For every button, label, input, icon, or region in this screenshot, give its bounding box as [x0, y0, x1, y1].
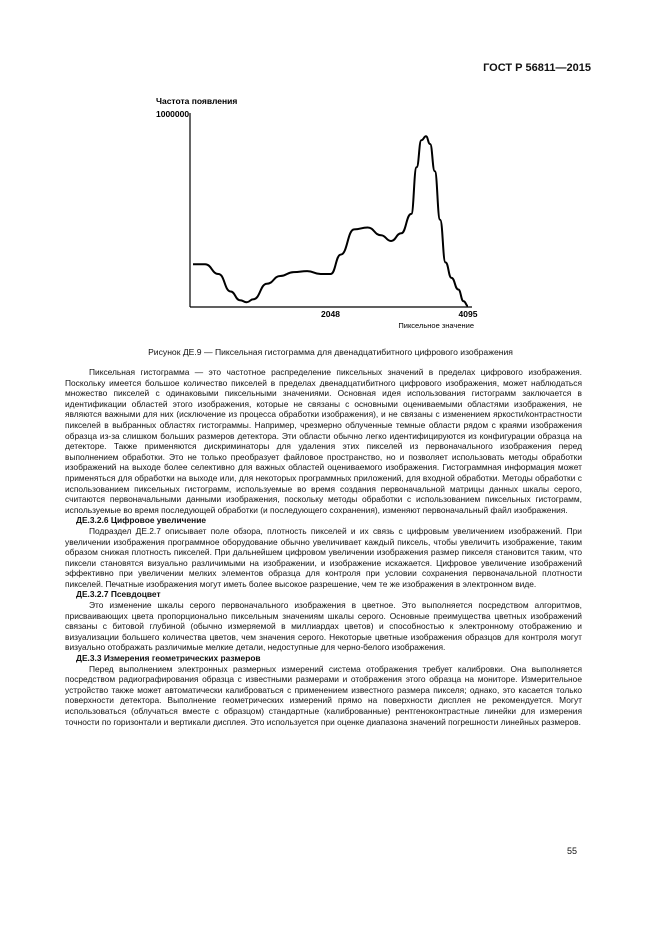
histogram-curve: [193, 136, 468, 306]
document-body: [65, 367, 582, 727]
section-heading-geometric-measurements: ДЕ.3.3 Измерения геометрических размеров: [76, 653, 261, 664]
paragraph-histogram: Пиксельная гистограмма — это частотное распределение пиксельных значений в пределах цифрового изображения. Поскольку имеется большое количество пикселей в пределах двенадцатибитного цифрового изображения, может наблюдаться множество пикселей с одинаковыми пиксельными значениями. Основная идея использования гистограмм заключается в идентификации областей этого изображения, которые не связаны с основными оцениваемыми областями изображения, не являются важными для них (исключение из процесса обработки изображения), и не связаны с изменением яркости/контрастности пикселей в выбранных областях гистограммы. Например, чрезмерно облученные темные области рядом с краями изображения образца из-за слишком больших размеров детектора. Эти области обычно легко идентифицируются из конфигурации образца на детекторе. Также применяются дискриминаторы для удаления этих пикселей из первоначального изображения перед выполнением обработки. Это не только преобразует файловое пространство, но и позволяет использовать методы обработки изображений на выходе более селективно для важных областей оцениваемого изображения. Гистограммная информация может применяться для обработки на выходе или, для некоторых программных приложений, для входной обработки. Методы обработки с использованием пиксельных гистограмм, используемые во время создания первоначальной матрицы данных шкалы серого, считаются первоначальными данными изображения, поскольку методы обработки с использованием пиксельных гистограмм, используемые во время последующей обработки (и последующего сохранения), изменяют первоначальный файл изображения.: [65, 367, 582, 515]
section-heading-pseudocolor: ДЕ.3.2.7 Псевдоцвет: [76, 589, 161, 600]
x-axis-label: Пиксельное значение: [398, 321, 474, 330]
page-number: 55: [566, 846, 577, 856]
histogram-chart: [150, 92, 480, 337]
x-tick-label-4095: 4095: [458, 309, 478, 319]
y-axis-max-label: 1000000: [156, 109, 190, 119]
paragraph-geometric-measurements: Перед выполнением электронных размерных измерений система отображения требует калибровки. Она выполняется посредством радиографирования образца с известными размерами и отображения этого образца на мониторе. Измерительное устройство также может автоматически калиброваться с применением известного размера пикселя; однако, это касается только поверхности детектора. Выполнение геометрических измерений прямо на поверхности дисплея не рекомендуется. Могут использоваться (облучаться вместе с образцом) стандартные (калиброванные) рентгеноконтрастные линейки для измерения точности по горизонтали и вертикали дисплея. Это используется при оценке диапазона значений погрешности линейных размеров.: [65, 663, 582, 727]
figure-caption: Рисунок ДЕ.9 — Пиксельная гистограмма для двенадцатибитного цифрового изображения: [148, 347, 513, 357]
section-heading-digital-zoom: ДЕ.3.2.6 Цифровое увеличение: [76, 515, 207, 526]
x-tick-label-2048: 2048: [321, 309, 340, 319]
document-id: ГОСТ Р 56811—2015: [483, 62, 591, 74]
y-axis-label: Частота появления: [156, 96, 238, 106]
paragraph-pseudocolor: Это изменение шкалы серого первоначального изображения в цветное. Это выполняется посредством алгоритмов, присваивающих цвета пропорционально пиксельным значениям шкалы серого. Основные преимущества цветных изображений связаны с битовой глубиной (обычно измеряемой в миллиардах цветов) и способностью к электронному отображению и визуализации большего количества цветов, чем значения серого. Некоторые цветные изображения образцов для контроля могут визуально отображать различимые мелкие детали, недоступные для черно-белого изображения.: [65, 600, 582, 653]
paragraph-digital-zoom: Подраздел ДЕ.2.7 описывает поле обзора, плотность пикселей и их связь с цифровым увеличением изображений. При увеличении изображения программное оборудование обычно увеличивает каждый пиксель, чтобы увеличить изображение, таким образом снижая плотность пикселей. При дальнейшем цифровом увеличении изображения размер пикселя становится таким, что пиксели становятся визуально различимыми на изображении, и изображение искажается. Цифровое увеличение изображений эффективно при увеличении мелких элементов образца для контроля при условии сохранения первоначальной плотности пикселей. Печатные изображения могут иметь более высокое разрешение, чем те же изображения в электронном виде.: [65, 525, 582, 589]
